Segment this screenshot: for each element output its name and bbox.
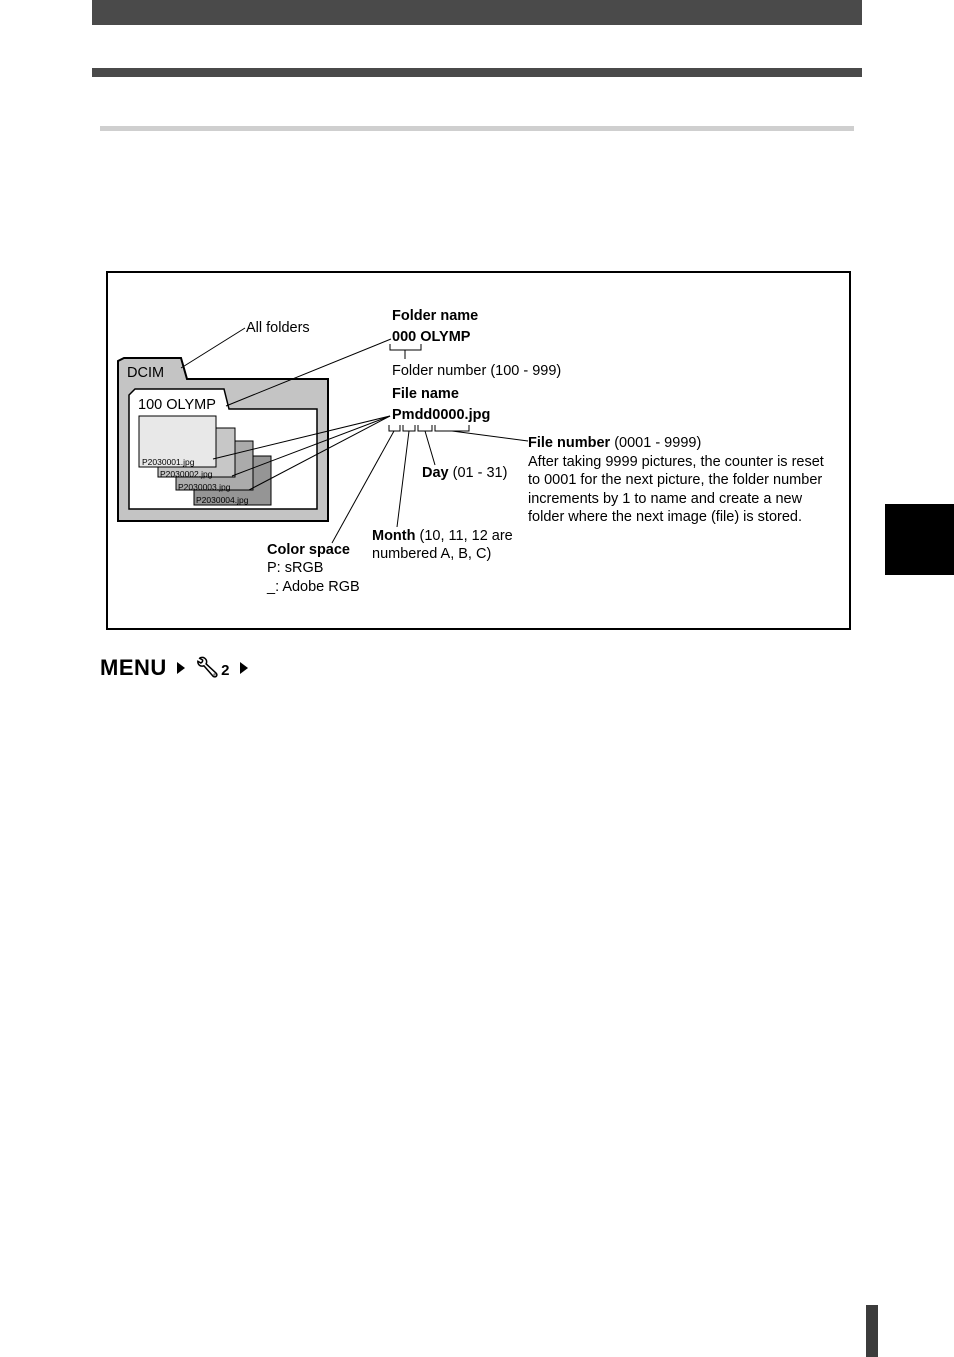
file-label-2: P2030002.jpg — [160, 469, 213, 479]
setup-tab-icon — [195, 658, 230, 678]
file-number-desc-4: folder where the next image (file) is stored. — [528, 509, 803, 525]
file-label-1: P2030001.jpg — [142, 457, 195, 467]
section-rule — [100, 126, 854, 131]
leader-day — [425, 431, 435, 465]
file-number-title: File number — [528, 435, 611, 451]
page-marker — [866, 1305, 878, 1357]
color-space-title: Color space — [267, 542, 350, 558]
file-name-title: File name — [392, 386, 459, 402]
folder-name-value: 000 OLYMP — [392, 329, 471, 345]
all-folders-label: All folders — [246, 320, 310, 336]
header-bar — [92, 0, 862, 25]
diagram-graphics — [108, 273, 849, 628]
file-number-desc-3: increments by 1 to name and create a new — [528, 491, 803, 507]
file-name-value: Pmdd0000.jpg — [392, 407, 491, 423]
leader-all-folders — [181, 328, 245, 368]
file-number-label — [528, 434, 701, 453]
file-naming-diagram — [106, 271, 851, 630]
day-range: (01 - 31) — [448, 465, 508, 481]
wrench-icon: 🔧︎ — [194, 657, 221, 679]
leader-month — [397, 431, 409, 527]
color-space-u: _: Adobe RGB — [267, 579, 360, 595]
folder-name-title: Folder name — [392, 308, 479, 324]
day-label — [422, 464, 507, 483]
file-label-3: P2030003.jpg — [178, 482, 231, 492]
arrow-right-icon-2 — [240, 662, 248, 674]
file-number-desc-1: After taking 9999 pictures, the counter is reset — [528, 454, 824, 470]
setup-tab-number: 2 — [221, 662, 230, 679]
dcim-label: DCIM — [127, 365, 165, 381]
chapter-tab — [885, 504, 954, 575]
folder-number-label: Folder number (100 - 999) — [392, 363, 562, 379]
leader-file-number — [452, 431, 528, 441]
month-range-1: (10, 11, 12 are — [415, 528, 513, 544]
file-number-range: (0001 - 9999) — [610, 435, 702, 451]
color-space-p: P: sRGB — [267, 560, 324, 576]
color-space-bracket — [389, 425, 400, 431]
day-bracket — [418, 425, 432, 431]
month-title: Month — [372, 528, 416, 544]
file-number-bracket — [435, 425, 469, 431]
month-bracket — [403, 425, 415, 431]
menu-path — [100, 655, 258, 681]
month-label — [372, 527, 513, 546]
file-number-desc-2: to 0001 for the next picture, the folder number — [528, 472, 823, 488]
subfolder-label: 100 OLYMP — [138, 397, 216, 413]
day-title: Day — [422, 465, 449, 481]
file-label-4: P2030004.jpg — [196, 495, 249, 505]
month-range-2: numbered A, B, C) — [372, 546, 492, 562]
section-bar — [92, 68, 862, 77]
arrow-right-icon — [177, 662, 185, 674]
menu-label: MENU — [100, 655, 167, 680]
